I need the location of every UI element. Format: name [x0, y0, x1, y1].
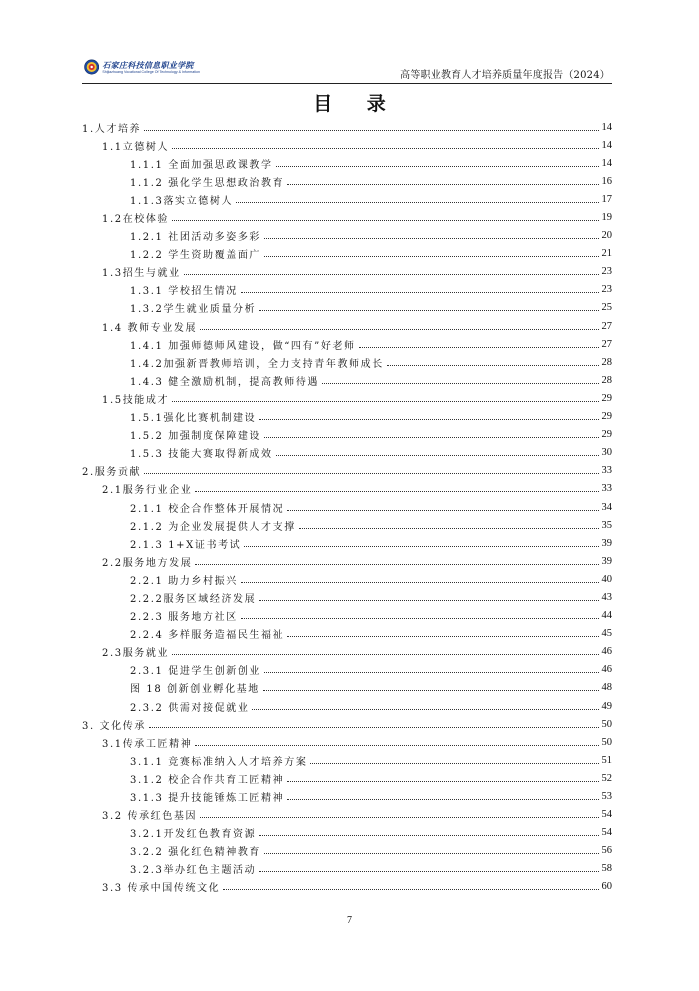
toc-entry[interactable] [82, 697, 612, 715]
toc-entry-title: 1.2.1 社团活动多姿多彩 [130, 232, 262, 244]
toc-dot-leader [195, 745, 598, 746]
toc-entry-title: 2.2.2服务区域经济发展 [130, 593, 257, 605]
toc-entry[interactable] [82, 878, 612, 896]
toc-entry[interactable] [82, 353, 612, 371]
toc-entry-page: 16 [601, 175, 612, 187]
toc-dot-leader [264, 672, 598, 673]
toc-entry-page: 52 [601, 772, 612, 784]
toc-entry-title: 1.3.2学生就业质量分析 [130, 304, 257, 316]
toc-entry-title: 1.4.2加强新晋教师培训，全力支持青年教师成长 [130, 358, 384, 370]
toc-entry[interactable] [82, 408, 612, 426]
toc-dot-leader [299, 528, 599, 529]
toc-entry-title: 2.3服务就业 [102, 648, 170, 660]
toc-entry[interactable] [82, 625, 612, 643]
toc-entry-page: 35 [601, 519, 612, 531]
toc-dot-leader [172, 401, 598, 402]
toc-entry[interactable] [82, 570, 612, 588]
toc-dot-leader [310, 763, 598, 764]
toc-entry-page: 46 [601, 646, 612, 658]
toc-entry-title: 3.1.2 校企合作共育工匠精神 [130, 774, 285, 786]
toc-entry[interactable] [82, 227, 612, 245]
toc-entry-page: 50 [601, 736, 612, 748]
toc-entry[interactable] [82, 516, 612, 534]
toc-dot-leader [200, 817, 598, 818]
toc-dot-leader [184, 274, 599, 275]
toc-entry-page: 43 [601, 591, 612, 603]
toc-entry-page: 33 [601, 483, 612, 495]
toc-entry-page: 23 [601, 284, 612, 296]
toc-dot-leader [276, 455, 599, 456]
toc-dot-leader [241, 618, 599, 619]
toc-entry[interactable] [82, 534, 612, 552]
school-logo [84, 56, 200, 78]
toc-entry-page: 39 [601, 537, 612, 549]
toc-entry[interactable] [82, 389, 612, 407]
toc-dot-leader [287, 781, 598, 782]
table-of-contents [82, 118, 612, 896]
page-number: 7 [347, 915, 352, 926]
toc-entry-title: 2.1.1 校企合作整体开展情况 [130, 503, 285, 515]
toc-entry-title: 3.2 传承红色基因 [102, 811, 198, 823]
toc-dot-leader [276, 166, 599, 167]
toc-entry-page: 51 [601, 754, 612, 766]
toc-entry[interactable] [82, 480, 612, 498]
toc-entry-title: 1.5技能成才 [102, 394, 170, 406]
toc-entry-page: 14 [601, 121, 612, 133]
toc-entry[interactable] [82, 208, 612, 226]
toc-entry-page: 54 [601, 827, 612, 839]
toc-entry-title: 2.2.3 服务地方社区 [130, 612, 238, 624]
toc-entry[interactable] [82, 190, 612, 208]
toc-entry-title: 2.服务贡献 [82, 467, 142, 479]
toc-entry[interactable] [82, 136, 612, 154]
toc-entry-page: 28 [601, 356, 612, 368]
toc-dot-leader [264, 256, 598, 257]
toc-entry[interactable] [82, 824, 612, 842]
toc-dot-leader [264, 853, 598, 854]
toc-entry-title: 2.1.3 1+X证书考试 [130, 539, 242, 551]
toc-entry-title: 3.1.1 竞赛标准纳入人才培养方案 [130, 756, 308, 768]
toc-heading: 目 录 [313, 93, 400, 115]
toc-entry-title: 1.5.2 加强制度保障建设 [130, 431, 262, 443]
toc-entry-page: 21 [601, 248, 612, 260]
toc-entry[interactable] [82, 787, 612, 805]
toc-entry-title: 2.1.2 为企业发展提供人才支撑 [130, 521, 296, 533]
toc-dot-leader [264, 437, 598, 438]
toc-entry-title: 2.3.2 供需对接促就业 [130, 702, 250, 714]
toc-entry-title: 2.2服务地方发展 [102, 557, 193, 569]
toc-entry-title: 1.2在校体验 [102, 214, 170, 226]
toc-entry-title: 2.3.1 促进学生创新创业 [130, 666, 262, 678]
toc-entry[interactable] [82, 733, 612, 751]
toc-entry-page: 14 [601, 157, 612, 169]
toc-entry[interactable] [82, 661, 612, 679]
toc-entry-title: 图 18 创新创业孵化基地 [130, 684, 260, 696]
toc-entry-page: 27 [601, 320, 612, 332]
toc-dot-leader [144, 473, 598, 474]
toc-dot-leader [259, 871, 598, 872]
toc-dot-leader [195, 564, 598, 565]
toc-entry-title: 1.5.3 技能大赛取得新成效 [130, 449, 273, 461]
toc-entry-title: 3.2.1开发红色教育资源 [130, 829, 257, 841]
toc-entry-page: 50 [601, 718, 612, 730]
toc-dot-leader [172, 654, 598, 655]
toc-entry-page: 33 [601, 465, 612, 477]
toc-entry[interactable] [82, 751, 612, 769]
toc-entry-page: 53 [601, 791, 612, 803]
toc-entry[interactable] [82, 679, 612, 697]
toc-entry-title: 1.4.1 加强师德师风建设，做“四有”好老师 [130, 340, 356, 352]
toc-entry-title: 3. 文化传承 [82, 720, 146, 732]
toc-dot-leader [359, 347, 599, 348]
toc-entry-title: 3.1.3 提升技能锤炼工匠精神 [130, 793, 285, 805]
toc-entry-title: 1.人才培养 [82, 123, 142, 135]
toc-entry-page: 40 [601, 573, 612, 585]
report-title: 高等职业教育人才培养质量年度报告（2024） [400, 70, 610, 81]
toc-dot-leader [200, 329, 598, 330]
toc-dot-leader [287, 799, 598, 800]
toc-dot-leader [259, 835, 598, 836]
logo-english-name: Shijiazhuang Vocational College Of Technology & Information [102, 69, 200, 74]
toc-entry-page: 58 [601, 863, 612, 875]
toc-entry[interactable] [82, 588, 612, 606]
toc-entry[interactable] [82, 715, 612, 733]
toc-entry[interactable] [82, 860, 612, 878]
toc-entry-title: 1.1.1 全面加强思政课教学 [130, 159, 273, 171]
school-emblem-icon [84, 57, 99, 77]
toc-entry[interactable] [82, 335, 612, 353]
page-header [82, 50, 612, 84]
toc-dot-leader [287, 636, 598, 637]
toc-entry-page: 46 [601, 664, 612, 676]
toc-entry-title: 3.3 传承中国传统文化 [102, 883, 221, 895]
toc-dot-leader [149, 727, 599, 728]
toc-entry[interactable] [82, 462, 612, 480]
toc-dot-leader [287, 184, 598, 185]
toc-dot-leader [259, 310, 598, 311]
toc-entry-page: 28 [601, 374, 612, 386]
toc-dot-leader [172, 220, 598, 221]
toc-entry-title: 1.1.2 强化学生思想政治教育 [130, 177, 285, 189]
toc-dot-leader [263, 690, 599, 691]
toc-entry-page: 60 [601, 881, 612, 893]
toc-entry-page: 29 [601, 392, 612, 404]
toc-entry-title: 1.4 教师专业发展 [102, 322, 198, 334]
toc-entry[interactable] [82, 281, 612, 299]
toc-entry-page: 14 [601, 139, 612, 151]
toc-dot-leader [172, 148, 598, 149]
toc-entry-page: 44 [601, 610, 612, 622]
toc-entry[interactable] [82, 245, 612, 263]
toc-entry[interactable] [82, 607, 612, 625]
toc-entry-title: 3.1传承工匠精神 [102, 738, 193, 750]
toc-entry-title: 1.2.2 学生资助覆盖面广 [130, 250, 262, 262]
toc-entry[interactable] [82, 552, 612, 570]
toc-entry[interactable] [82, 769, 612, 787]
toc-entry-page: 49 [601, 700, 612, 712]
toc-entry-title: 1.1.3落实立德树人 [130, 195, 234, 207]
toc-dot-leader [241, 582, 599, 583]
toc-dot-leader [252, 709, 598, 710]
toc-entry-page: 20 [601, 230, 612, 242]
toc-entry[interactable] [82, 498, 612, 516]
toc-entry-title: 3.2.3举办红色主题活动 [130, 865, 257, 877]
toc-dot-leader [223, 889, 598, 890]
toc-dot-leader [241, 292, 599, 293]
toc-entry-page: 23 [601, 266, 612, 278]
toc-dot-leader [144, 130, 598, 131]
toc-entry-title: 1.3招生与就业 [102, 268, 181, 280]
toc-entry-title: 1.5.1强化比赛机制建设 [130, 413, 257, 425]
toc-entry-title: 1.4.3 健全激励机制，提高教师待遇 [130, 376, 320, 388]
toc-entry-title: 1.3.1 学校招生情况 [130, 286, 238, 298]
toc-dot-leader [264, 238, 598, 239]
toc-entry-page: 29 [601, 429, 612, 441]
logo-chinese-name: 石家庄科技信息职业学院 [102, 59, 194, 70]
toc-dot-leader [387, 365, 599, 366]
toc-entry-page: 34 [601, 501, 612, 513]
toc-entry-page: 25 [601, 302, 612, 314]
toc-entry-page: 54 [601, 809, 612, 821]
toc-entry[interactable] [82, 643, 612, 661]
toc-entry[interactable] [82, 154, 612, 172]
toc-dot-leader [259, 419, 598, 420]
toc-entry-page: 17 [601, 193, 612, 205]
toc-entry-page: 30 [601, 447, 612, 459]
toc-entry[interactable] [82, 371, 612, 389]
toc-entry[interactable] [82, 317, 612, 335]
toc-entry-title: 2.1服务行业企业 [102, 485, 193, 497]
toc-entry-page: 29 [601, 411, 612, 423]
toc-dot-leader [287, 510, 598, 511]
toc-entry-page: 39 [601, 555, 612, 567]
toc-entry[interactable] [82, 172, 612, 190]
toc-dot-leader [259, 600, 598, 601]
toc-entry-title: 3.2.2 强化红色精神教育 [130, 847, 262, 859]
toc-dot-leader [322, 383, 598, 384]
toc-entry-page: 19 [601, 212, 612, 224]
toc-entry[interactable] [82, 299, 612, 317]
toc-entry-page: 48 [601, 682, 612, 694]
toc-entry[interactable] [82, 806, 612, 824]
toc-dot-leader [195, 491, 598, 492]
toc-entry[interactable] [82, 842, 612, 860]
toc-entry-page: 27 [601, 338, 612, 350]
toc-dot-leader [244, 546, 598, 547]
toc-entry-title: 2.2.4 多样服务造福民生福祉 [130, 630, 285, 642]
toc-entry[interactable] [82, 263, 612, 281]
toc-entry[interactable] [82, 444, 612, 462]
toc-entry-page: 56 [601, 845, 612, 857]
toc-entry-title: 1.1立德树人 [102, 141, 170, 153]
toc-entry[interactable] [82, 426, 612, 444]
toc-entry-page: 45 [601, 628, 612, 640]
toc-entry-title: 2.2.1 助力乡村振兴 [130, 575, 238, 587]
toc-dot-leader [236, 202, 598, 203]
toc-entry[interactable] [82, 118, 612, 136]
